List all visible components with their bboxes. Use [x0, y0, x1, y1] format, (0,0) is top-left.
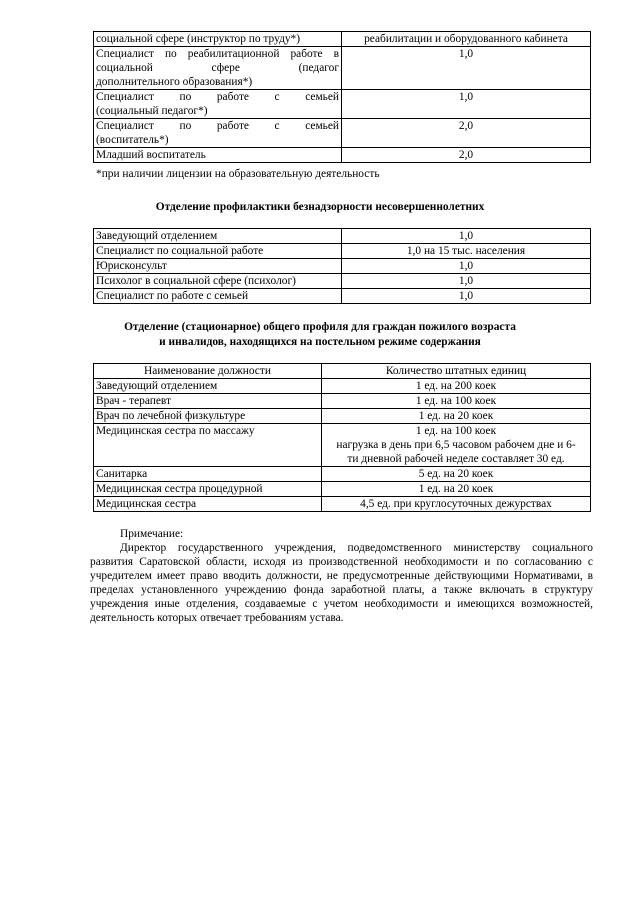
- footnote: *при наличии лицензии на образовательную деятельность: [96, 168, 380, 180]
- table-row: [94, 119, 591, 148]
- position-cell: Психолог в социальной сфере (психолог): [94, 274, 342, 289]
- column-header: Количество штатных единиц: [322, 364, 591, 379]
- table-row: [94, 148, 591, 163]
- note-block: [90, 527, 593, 625]
- quantity-cell: 1,0: [342, 274, 591, 289]
- quantity-cell: 2,0: [342, 119, 591, 148]
- table-row: [94, 289, 591, 304]
- position-cell: Врач - терапевт: [94, 394, 322, 409]
- quantity-cell: 1 ед. на 20 коек: [322, 482, 591, 497]
- table-row: [94, 394, 591, 409]
- quantity-cell: 1 ед. на 100 коек: [322, 394, 591, 409]
- position-cell: Медицинская сестра процедурной: [94, 482, 322, 497]
- table-row: [94, 274, 591, 289]
- quantity-cell: 1,0 на 15 тыс. населения: [342, 244, 591, 259]
- table-row: [94, 244, 591, 259]
- table-row: [94, 32, 591, 47]
- table-row: [94, 467, 591, 482]
- quantity-cell: 2,0: [342, 148, 591, 163]
- quantity-cell: 1,0: [342, 47, 591, 90]
- position-cell: Врач по лечебной физкультуре: [94, 409, 322, 424]
- position-cell: Специалист по реабилитационной работе в социальной сфере (педагог дополнительного образования*): [94, 47, 342, 90]
- section-title-line2: и инвалидов, находящихся на постельном режиме содержания: [159, 336, 481, 348]
- quantity-cell: 5 ед. на 20 коек: [322, 467, 591, 482]
- column-header: Наименование должности: [94, 364, 322, 379]
- inpatient-dept-table: [93, 363, 591, 512]
- note-text: Директор государственного учреждения, подведомственного министерству социального развития Саратовской области, исходя из производственной необходимости и по согласованию с учредителем имеет право вводить должности, не предусмотренные действующими Нормативами, в пределах установленного учреждению фонда заработной платы, а также включать в структуру учреждения иные отделения, создаваемые с учетом необходимости и имеющихся возможностей, деятельность которых отвечает требованиям устава.: [90, 542, 593, 624]
- quantity-cell: 1,0: [342, 229, 591, 244]
- quantity-cell: 1 ед. на 100 коек нагрузка в день при 6,5 часовом рабочем дне и 6- ти дневной рабочей неделе составляет 30 ед.: [322, 424, 591, 467]
- table-row: [94, 47, 591, 90]
- section-title: Отделение профилактики безнадзорности несовершеннолетних: [155, 201, 485, 213]
- table-row: [94, 379, 591, 394]
- position-cell: социальной сфере (инструктор по труду*): [94, 32, 342, 47]
- table-row: [94, 229, 591, 244]
- position-cell: Специалист по работе с семьей: [94, 289, 342, 304]
- position-cell: Заведующий отделением: [94, 379, 322, 394]
- position-cell: Медицинская сестра по массажу: [94, 424, 322, 467]
- position-cell: Юрисконсульт: [94, 259, 342, 274]
- note-heading: Примечание:: [120, 528, 184, 540]
- quantity-cell: реабилитации и оборудованного кабинета: [342, 32, 591, 47]
- table-header-row: [94, 364, 591, 379]
- table-row: [94, 409, 591, 424]
- quantity-cell: 1,0: [342, 289, 591, 304]
- quantity-cell: 1 ед. на 200 коек: [322, 379, 591, 394]
- table-row: [94, 90, 591, 119]
- position-cell: Специалист по социальной работе: [94, 244, 342, 259]
- quantity-cell: 1,0: [342, 259, 591, 274]
- position-cell: Санитарка: [94, 467, 322, 482]
- staff-table-continued: [93, 31, 591, 163]
- table-row: [94, 424, 591, 467]
- position-cell: Заведующий отделением: [94, 229, 342, 244]
- table-row: [94, 497, 591, 512]
- prevention-dept-table: [93, 228, 591, 304]
- quantity-cell: 4,5 ед. при круглосуточных дежурствах: [322, 497, 591, 512]
- section-title: Отделение (стационарное) общего профиля для граждан пожилого возраста: [124, 321, 516, 333]
- position-cell: Младший воспитатель: [94, 148, 342, 163]
- position-cell: Медицинская сестра: [94, 497, 322, 512]
- table-row: [94, 259, 591, 274]
- position-cell: Специалист по работе с семьей (воспитатель*): [94, 119, 342, 148]
- table-row: [94, 482, 591, 497]
- position-cell: Специалист по работе с семьей (социальный педагог*): [94, 90, 342, 119]
- quantity-cell: 1 ед. на 20 коек: [322, 409, 591, 424]
- quantity-cell: 1,0: [342, 90, 591, 119]
